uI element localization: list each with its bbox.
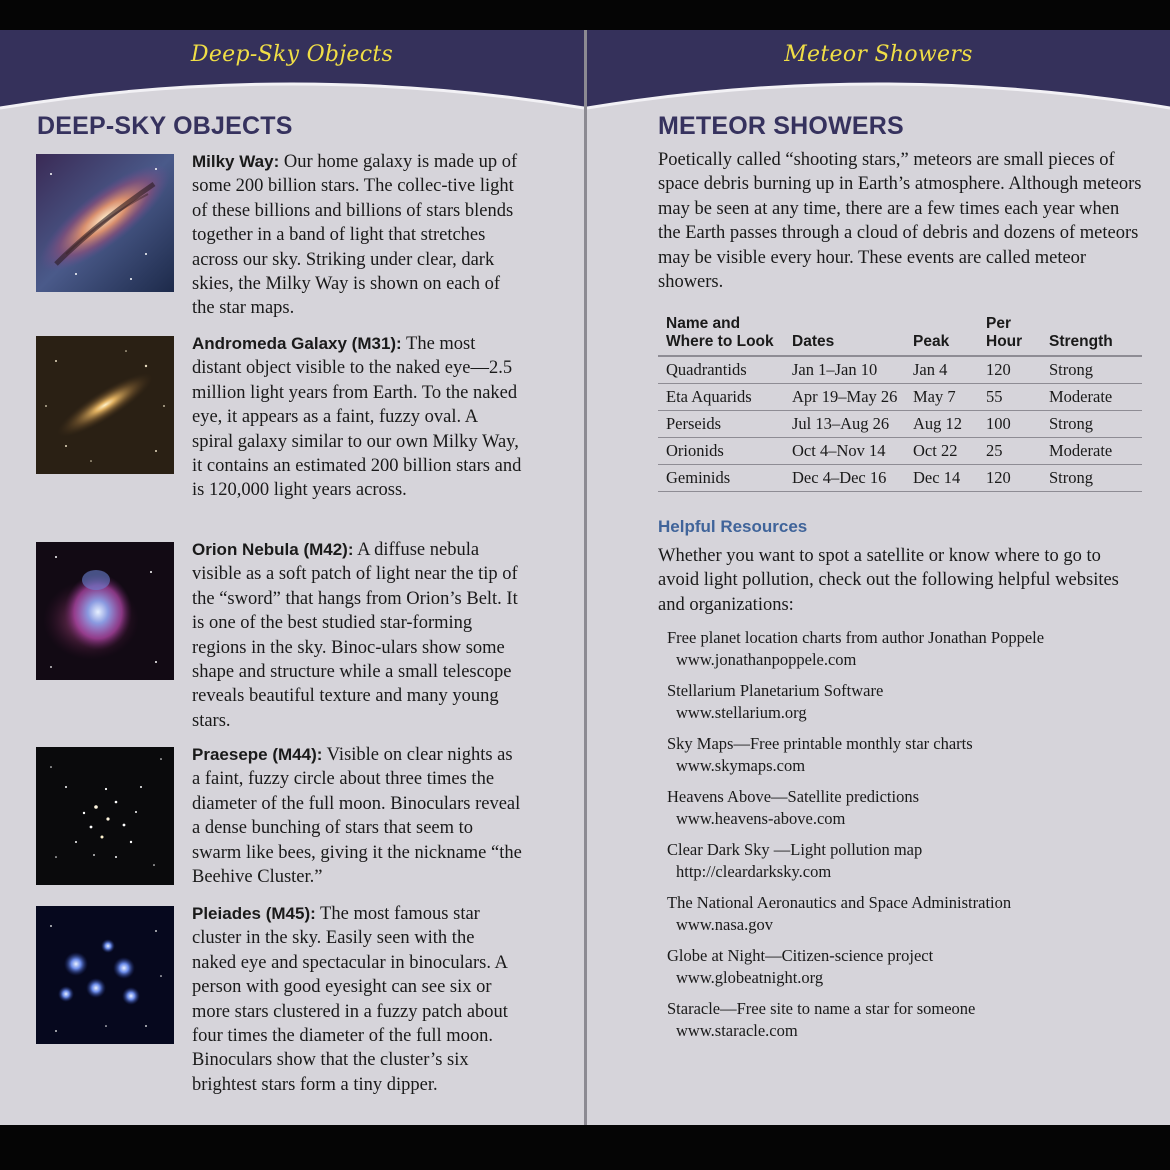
cell-peak: Dec 14 <box>905 465 978 492</box>
page-title: METEOR SHOWERS <box>658 112 904 140</box>
cell-dates: Dec 4–Dec 16 <box>784 465 905 492</box>
resource-url: www.jonathanpoppele.com <box>676 650 857 669</box>
meteor-showers-table <box>658 315 1142 492</box>
entry-description: Andromeda Galaxy (M31): The most distant object visible to the naked eye—2.5 million light years from Earth. To the naked eye, it appears as a faint, fuzzy oval. A spiral galaxy similar to our own Milky Way, it contains an estimated 200 billion stars and is 120,000 light years across. <box>192 334 522 501</box>
resource-title: Stellarium Planetarium Software <box>667 681 884 700</box>
list-item <box>667 839 1147 892</box>
resource-url: www.globeatnight.org <box>676 968 824 987</box>
entry-name: Milky Way: <box>192 152 280 171</box>
resources-intro: Whether you want to spot a satellite or know where to go to avoid light pollution, check out the following helpful websites and organizations: <box>658 546 1119 615</box>
entry-description: Praesepe (M44): Visible on clear nights as a faint, fuzzy circle about three times the diameter of the full moon. Binoculars reveal a dense bunching of stars that seem to swarm like bees, giving it the nickname “the Beehive Cluster.” <box>192 745 522 888</box>
cell-peak: May 7 <box>905 384 978 411</box>
resource-title: Staracle—Free site to name a star for someone <box>667 999 976 1018</box>
list-item <box>667 786 1147 839</box>
list-item <box>667 892 1147 945</box>
entry-name: Praesepe (M44): <box>192 745 323 764</box>
cell-dates: Apr 19–May 26 <box>784 384 905 411</box>
running-header: Meteor Showers <box>784 42 973 67</box>
resource-title: The National Aeronautics and Space Administration <box>667 893 1012 912</box>
entry-description: Milky Way: Our home galaxy is made up of some 200 billion stars. The collec-tive light of these billions and billions of stars blends together in a band of light that stretches across our sky. Striking under clear, dark skies, the Milky Way is shown on each of the star maps. <box>192 152 518 319</box>
entry-name: Pleiades (M45): <box>192 904 316 923</box>
cell-name: Perseids <box>658 411 784 438</box>
table-row <box>658 465 1142 492</box>
resource-url: www.skymaps.com <box>676 756 806 775</box>
cell-name: Orionids <box>658 438 784 465</box>
cell-strength: Moderate <box>1041 384 1142 411</box>
cell-per-hour: 120 <box>978 356 1041 384</box>
milky-way-photo-icon <box>36 154 174 292</box>
cell-dates: Jan 1–Jan 10 <box>784 356 905 384</box>
resource-url: http://cleardarksky.com <box>676 862 832 881</box>
resource-url: www.stellarium.org <box>676 703 807 722</box>
column-header-dates: Dates <box>784 315 905 356</box>
cell-peak: Aug 12 <box>905 411 978 438</box>
table-row <box>658 384 1142 411</box>
entry-description: Orion Nebula (M42): A diffuse nebula visible as a soft patch of light near the tip of the “sword” that hangs from Orion’s Belt. It is one of the best studied star-forming regions in the sky. Binoc-ulars show some shape and structure while a small telescope reveals beautiful texture and many young stars. <box>192 540 518 731</box>
praesepe-cluster-photo-icon <box>36 747 174 885</box>
cell-strength: Strong <box>1041 356 1142 384</box>
list-item <box>667 945 1147 998</box>
running-header: Deep-Sky Objects <box>190 42 394 67</box>
resource-title: Globe at Night—Citizen-science project <box>667 946 934 965</box>
cell-peak: Jan 4 <box>905 356 978 384</box>
cell-name: Quadrantids <box>658 356 784 384</box>
list-item <box>667 998 1147 1051</box>
orion-nebula-photo-icon <box>36 542 174 680</box>
resource-title: Free planet location charts from author Jonathan Poppele <box>667 628 1045 647</box>
table-header-row <box>658 315 1142 356</box>
cell-name: Eta Aquarids <box>658 384 784 411</box>
cell-strength: Strong <box>1041 465 1142 492</box>
cell-dates: Oct 4–Nov 14 <box>784 438 905 465</box>
cell-per-hour: 25 <box>978 438 1041 465</box>
left-page <box>0 30 584 1125</box>
cell-per-hour: 100 <box>978 411 1041 438</box>
column-header-peak: Peak <box>905 315 978 356</box>
resource-url: www.nasa.gov <box>676 915 773 934</box>
column-header-strength: Strength <box>1041 315 1142 356</box>
resource-title: Heavens Above—Satellite predictions <box>667 787 920 806</box>
pleiades-cluster-photo-icon <box>36 906 174 1044</box>
cell-dates: Jul 13–Aug 26 <box>784 411 905 438</box>
resource-url: www.heavens-above.com <box>676 809 846 828</box>
table-row <box>658 356 1142 384</box>
column-header-name: Name and Where to Look <box>658 315 784 356</box>
entry-name: Andromeda Galaxy (M31): <box>192 334 402 353</box>
column-header-per-hour: Per Hour <box>978 315 1041 356</box>
cell-strength: Moderate <box>1041 438 1142 465</box>
page-title: DEEP-SKY OBJECTS <box>37 112 293 140</box>
resources-list <box>667 627 1147 1051</box>
list-item <box>667 680 1147 733</box>
resources-heading: Helpful Resources <box>658 517 808 536</box>
resource-title: Sky Maps—Free printable monthly star charts <box>667 734 973 753</box>
cell-per-hour: 120 <box>978 465 1041 492</box>
list-item <box>667 627 1147 680</box>
list-item <box>667 733 1147 786</box>
entry-name: Orion Nebula (M42): <box>192 540 354 559</box>
cell-name: Geminids <box>658 465 784 492</box>
table-row <box>658 411 1142 438</box>
resource-title: Clear Dark Sky —Light pollution map <box>667 840 923 859</box>
table-row <box>658 438 1142 465</box>
right-page <box>587 30 1170 1125</box>
entry-description: Pleiades (M45): The most famous star cluster in the sky. Easily seen with the naked eye and spectacular in binoculars. A person with good eyesight can see six or more stars clustered in a fuzzy patch about four times the diameter of the full moon. Binoculars show that the cluster’s six brightest stars form a tiny dipper. <box>192 904 508 1095</box>
cell-per-hour: 55 <box>978 384 1041 411</box>
cell-peak: Oct 22 <box>905 438 978 465</box>
intro-paragraph: Poetically called “shooting stars,” meteors are small pieces of space debris burning up in Earth’s atmosphere. Although meteors may be seen at any time, there are a few times each year when the Earth passes through a cloud of debris and dozens of meteors may be visible every hour. These events are called meteor showers. <box>658 150 1142 293</box>
resource-url: www.staracle.com <box>676 1021 798 1040</box>
cell-strength: Strong <box>1041 411 1142 438</box>
andromeda-galaxy-photo-icon <box>36 336 174 474</box>
